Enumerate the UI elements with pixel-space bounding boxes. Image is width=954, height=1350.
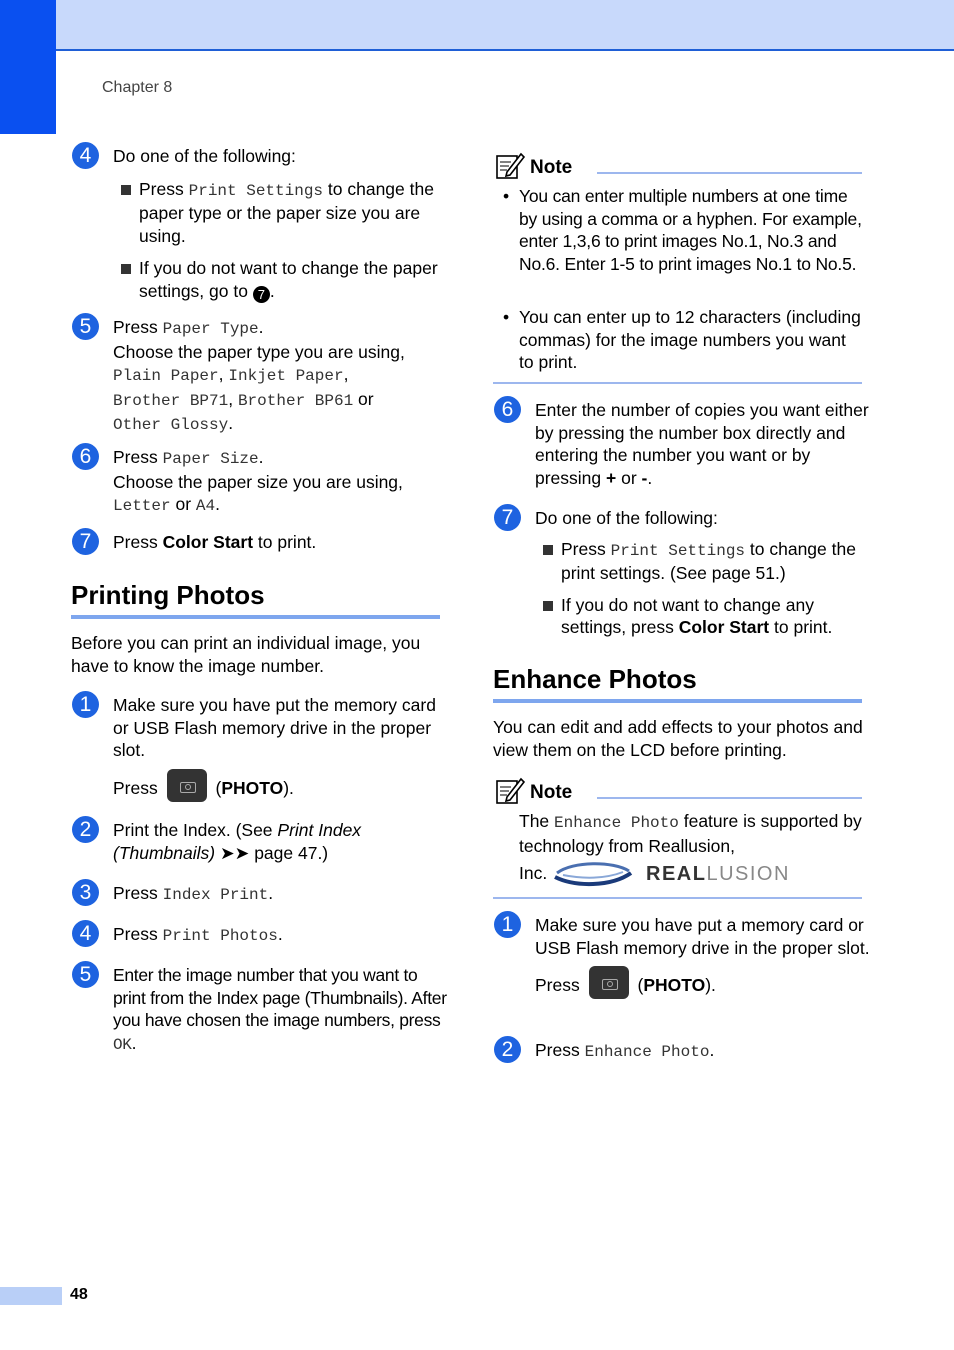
note-end-rule [493,897,862,899]
step-number: 7 [494,504,521,531]
step-text: Press (PHOTO). [113,777,452,802]
intro-paragraph: You can edit and add effects to your photos and view them on the LCD before printing. [493,717,863,760]
intro-paragraph: Before you can print an individual image, you have to know the image number. [71,633,421,676]
step-number: 2 [72,816,99,843]
text: If you do not want to change the paper settings, go to [139,258,438,301]
reallusion-swoosh-icon [553,857,633,891]
step-number: 1 [72,691,99,718]
step-number: 5 [72,313,99,340]
step-number: 3 [72,879,99,906]
step-4-select-option [72,142,452,303]
note-inc: Inc. [519,863,548,883]
square-bullet-icon [543,545,553,555]
list-item: If you do not want to change any settings, press Color Start to print. [535,594,874,639]
chapter-label: Chapter 8 [102,79,173,96]
step-text: Make sure you have put a memory card or USB Flash memory drive in the proper slot. [535,915,870,958]
step-5-paper-type [72,313,452,437]
step-5-enter-image-number [72,961,452,1056]
step-number: 5 [72,961,99,988]
reallusion-logo: REALLUSION [646,863,790,885]
list-item [503,185,863,275]
step-text: Press Paper Size. Choose the paper size you are using, Letter or A4. [113,447,403,515]
list-item: Press Print Settings to change the print settings. (See page 51.) [535,538,874,585]
note-text: You can enter up to 12 characters (including commas) for the image numbers you want to print. [519,307,861,372]
step-number: 1 [494,911,521,938]
step-7-color-start [72,528,452,554]
step-text: Press Index Print. [113,883,274,904]
step-7-do-one [494,504,874,639]
note-title: Note [530,782,573,803]
step-text: Press Color Start to print. [113,532,317,552]
step-text: Enter the image number that you want to print from the Index page (Thumbnails). After you have chosen the image numbers, press OK. [113,965,447,1054]
note-rule [597,797,862,799]
step-ref-icon: 7 [253,286,270,303]
list-item [113,257,452,303]
step-1-insert-media [494,911,874,999]
step-number: 4 [72,920,99,947]
header-band [0,0,954,51]
step-text: Press (PHOTO). [535,974,874,999]
note-title: Note [530,157,573,178]
square-bullet-icon [121,264,131,274]
section-rule [71,615,440,619]
step-text: Press Paper Type. Choose the paper type you are using, Plain Paper, Inkjet Paper, Brother BP71, Brother BP61 or Other Glossy. [113,317,405,434]
step-number: 7 [72,528,99,555]
step-number: 6 [494,396,521,423]
step-6-enter-copies [494,396,874,489]
step-text: Do one of the following: [535,508,718,528]
list-item [503,306,863,374]
step-text: Press Enhance Photo. [535,1040,715,1061]
step-2-print-index [72,816,452,864]
text: to change the paper type or the paper size you are using. [139,178,434,246]
section-title-printing-photos: Printing Photos [71,580,265,610]
section-title-enhance-photos: Enhance Photos [493,664,697,694]
list-item [113,178,452,248]
step-text: Make sure you have put the memory card or USB Flash memory drive in the proper slot. [113,695,436,760]
text: Press [139,178,189,199]
camera-icon [589,966,629,999]
page-number-bar [0,1287,62,1305]
step-4-print-photos [72,920,452,948]
note-text: You can enter multiple numbers at one time by using a comma or a hyphen. For example, enter 1,3,6 to print images No.1, No.3 and No.6. Enter 1-5 to print images No.1 to No.5. [519,186,862,274]
step-1-insert-media [72,691,452,802]
page-number: 48 [70,1286,88,1303]
text: . [269,280,275,301]
pencil-note-icon [495,775,525,805]
bullet-icon: • [503,186,510,206]
step-number: 6 [72,443,99,470]
step-3-index-print [72,879,452,907]
camera-icon [167,769,207,802]
note-end-rule [493,382,862,384]
step-6-paper-size [72,443,452,518]
step-text: Do one of the following: [113,146,296,166]
step-number: 2 [494,1036,521,1063]
note-text: The Enhance Photo feature is supported by technology from Reallusion, [519,811,862,856]
step-text: Print the Index. (See Print Index (Thumbnails) ➤➤ page 47.) [113,820,362,863]
step-2-enhance-photo [494,1036,874,1064]
note-rule [597,172,862,174]
pencil-note-icon [495,150,525,180]
code: Print Settings [188,181,324,200]
step-number: 4 [72,142,99,169]
chapter-tab [0,0,56,134]
section-rule [493,699,862,703]
bullet-icon: • [503,307,510,327]
square-bullet-icon [121,185,131,195]
square-bullet-icon [543,601,553,611]
step-text: Enter the number of copies you want either by pressing the number box directly and entering the number you want or by pressing + or -. [535,400,869,488]
step-text: Press Print Photos. [113,924,283,945]
